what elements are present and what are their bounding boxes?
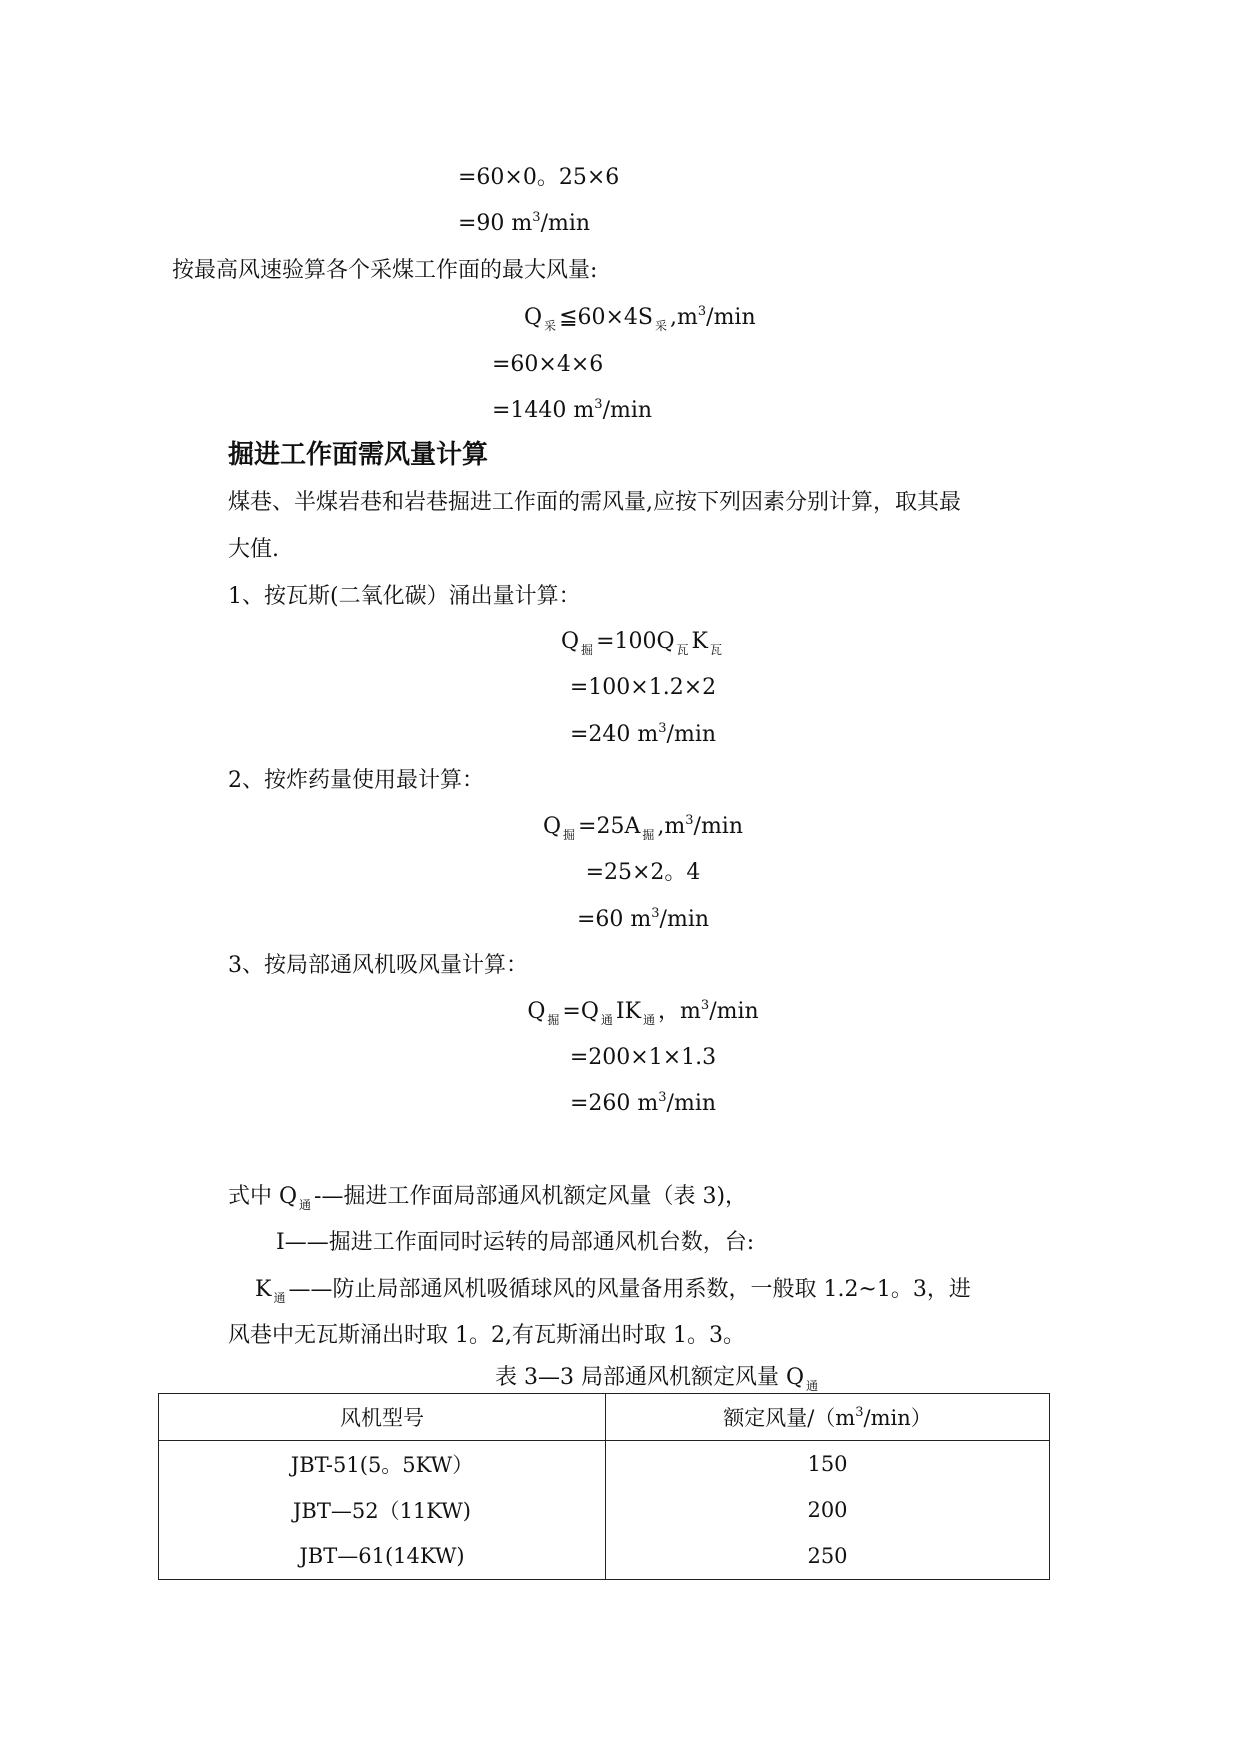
rated-airflow-cell: 150	[606, 1441, 1050, 1488]
max-airflow-intro: 按最高风速验算各个采煤工作面的最大风量:	[172, 258, 598, 283]
notes-line-4: 风巷中无瓦斯涌出时取 1。2,有瓦斯涌出时取 1。3。	[228, 1323, 745, 1348]
item-3-title: 3、按局部通风机吸风量计算：	[228, 953, 528, 978]
item-2-step-1: =25×2。4	[585, 860, 701, 885]
max-airflow-formula: Q $_采$ ≦60×4S $_采$ $,m^3/\min$	[524, 304, 756, 333]
column-header-rated-airflow: 额定风量$/(m^3/\min)$	[606, 1394, 1050, 1441]
intro-paragraph-line-2: 大值.	[228, 537, 279, 562]
item-1-title: 1、按瓦斯(二氧化碳）涌出量计算：	[228, 584, 581, 609]
calc-line-1: =60×0。25×6	[458, 165, 620, 190]
rated-airflow-cell: 200	[606, 1487, 1050, 1533]
calc-line-2: =90 $m^3/\min$	[458, 210, 591, 236]
table-caption: 表 3—3 局部通风机额定风量 Q $_通$	[494, 1365, 819, 1393]
notes-line-1: 式中 Q $_通$ -—掘进工作面局部通风机额定风量（表 3)，	[228, 1184, 748, 1212]
item-2-title: 2、按炸药量使用最计算：	[228, 768, 484, 793]
notes-line-2: I——掘进工作面同时运转的局部通风机台数，台:	[276, 1230, 755, 1255]
fan-model-cell: JBT—52（11KW)	[159, 1487, 606, 1533]
notes-line-3: K $_通$ ——防止局部通风机吸循球风的风量备用系数，一般取 1.2~1。3，进	[255, 1277, 971, 1305]
calc-line-5: =1440 $m^3/\min$	[492, 397, 653, 423]
table-row	[159, 1441, 1050, 1488]
calc-line-4: =60×4×6	[492, 352, 604, 377]
table-header-row	[159, 1394, 1050, 1441]
fan-airflow-table	[158, 1393, 1050, 1580]
item-2-step-2: =60 $m^3/\min$	[576, 906, 710, 932]
fan-model-cell: JBT—61(14KW)	[159, 1533, 606, 1580]
fan-model-cell: JBT-51(5。5KW）	[159, 1441, 606, 1488]
section-heading: 掘进工作面需风量计算	[228, 440, 489, 470]
intro-paragraph-line-1: 煤巷、半煤岩巷和岩巷掘进工作面的需风量,应按下列因素分别计算，取其最	[228, 490, 961, 515]
item-2-formula: Q $_掘$ =25A $_掘$ $,m^3/\min$	[542, 813, 744, 842]
item-3-step-2: =260 $m^3/\min$	[569, 1090, 717, 1116]
rated-airflow-cell: 250	[606, 1533, 1050, 1580]
item-1-step-1: =100×1.2×2	[569, 675, 717, 700]
item-1-formula: Q $_掘$ =100Q $_瓦$ K $_瓦$	[561, 629, 722, 657]
item-3-formula: Q $_掘$ =Q $_通$ IK $_通$ ，$m^3/\min$	[527, 998, 759, 1027]
column-header-model: 风机型号	[159, 1394, 606, 1441]
table-row	[159, 1487, 1050, 1533]
table-row	[159, 1533, 1050, 1580]
item-3-step-1: =200×1×1.3	[569, 1045, 717, 1070]
item-1-step-2: =240 $m^3/\min$	[569, 721, 717, 747]
